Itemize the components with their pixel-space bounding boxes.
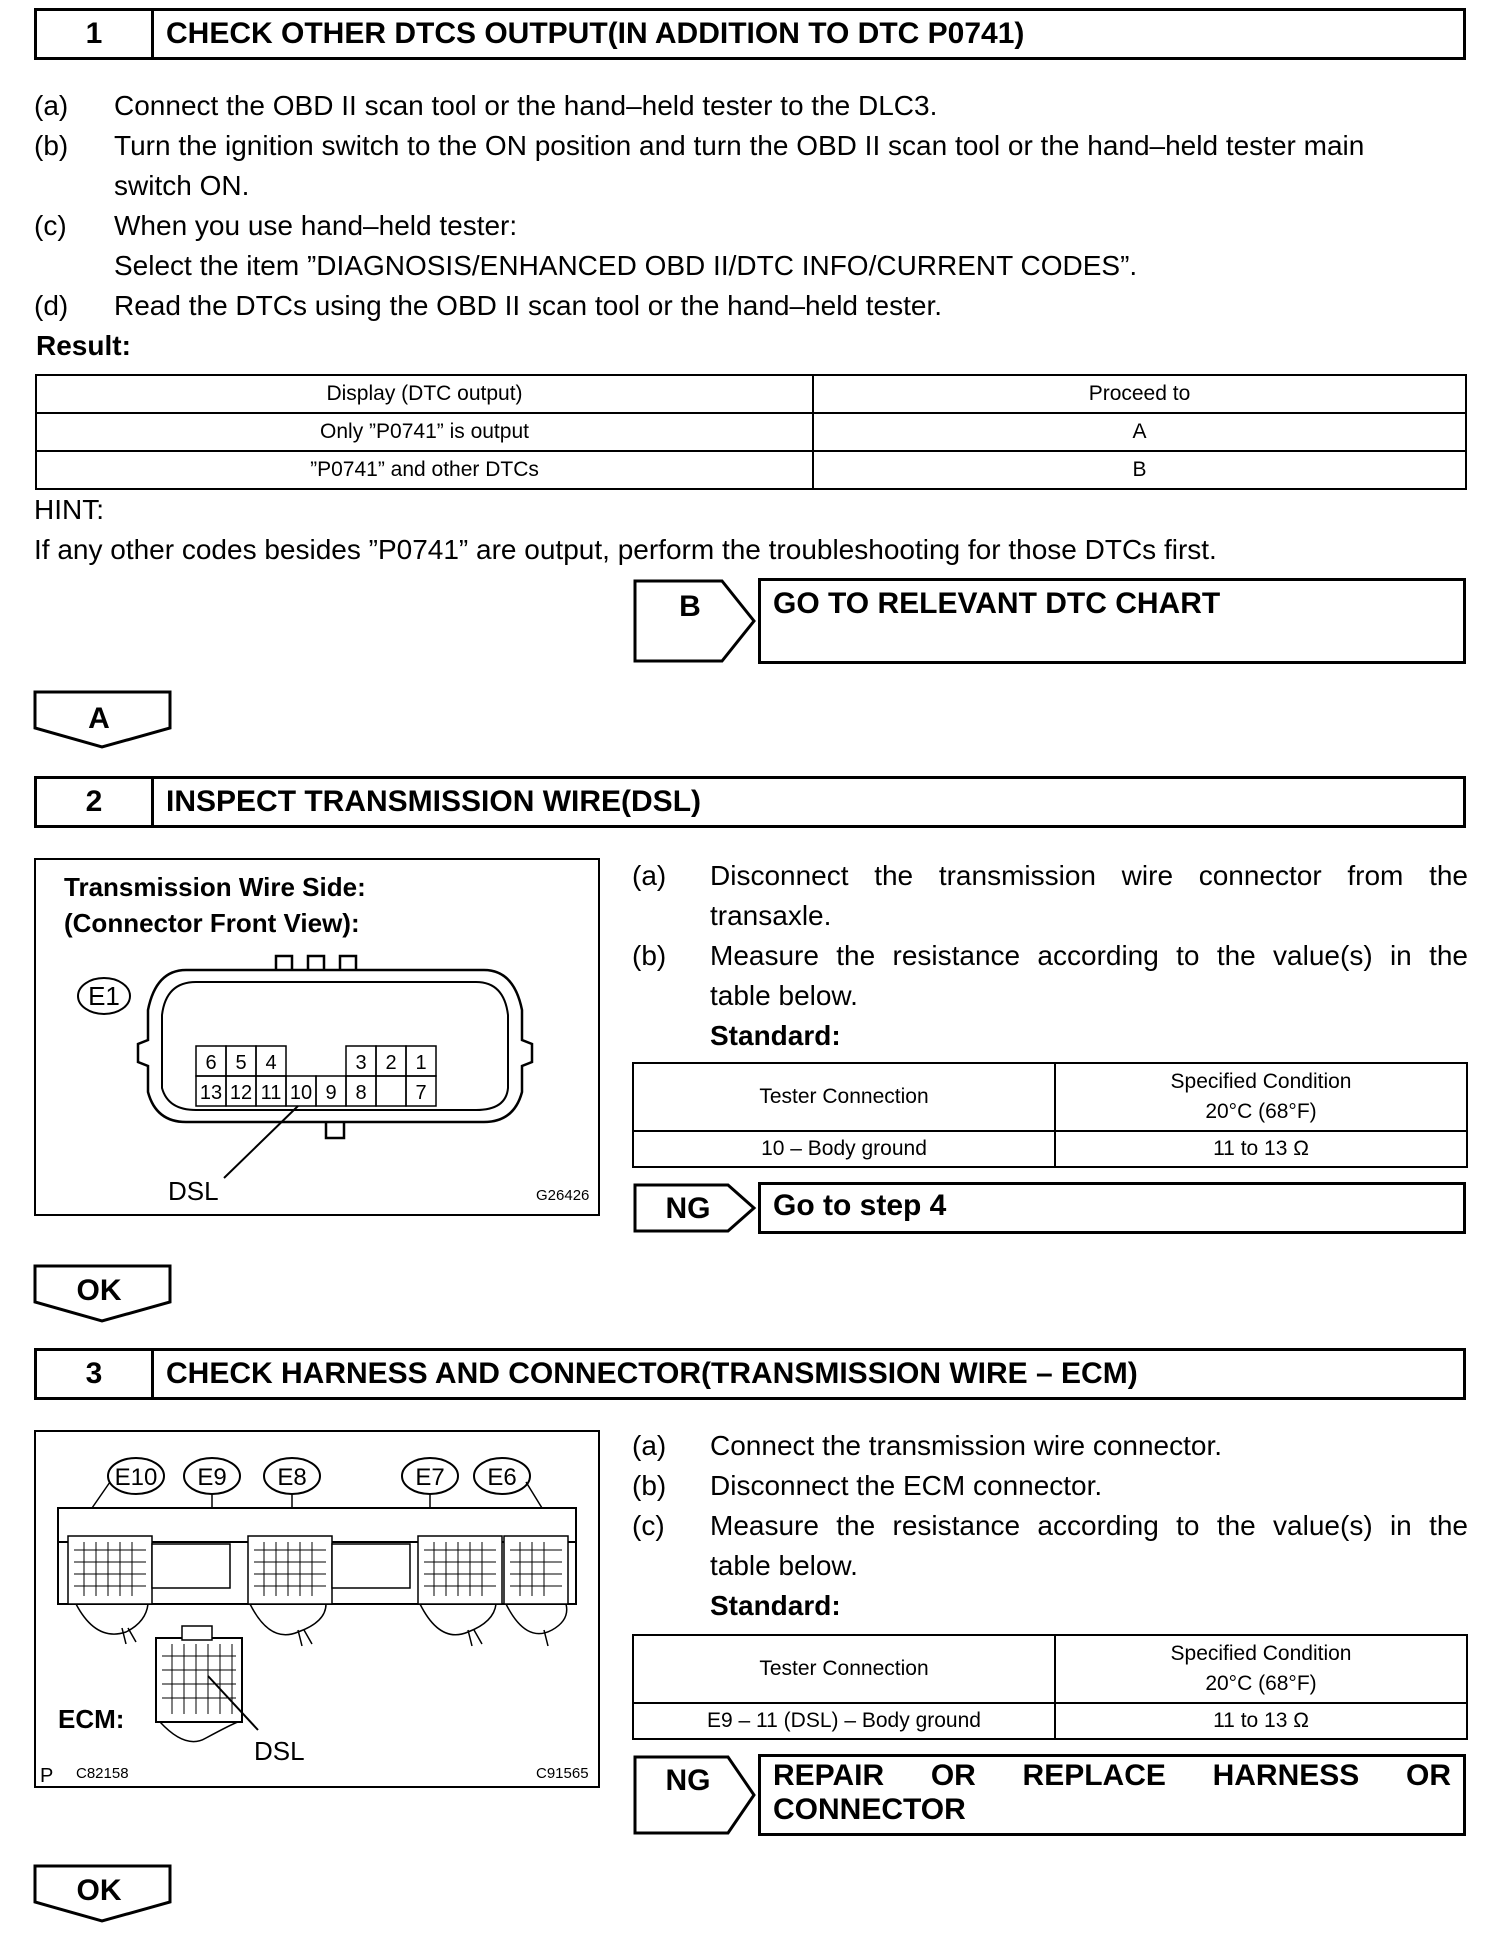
table-header: Tester Connection bbox=[633, 1635, 1055, 1703]
step-number: 3 bbox=[37, 1351, 154, 1397]
branch-ng-tag[interactable] bbox=[632, 1182, 758, 1234]
branch-ok-tag[interactable] bbox=[33, 1864, 173, 1924]
result-text: Go to step 4 bbox=[773, 1189, 947, 1222]
branch-ng-result[interactable] bbox=[758, 1182, 1466, 1234]
item-text-continued: switch ON. bbox=[114, 170, 250, 201]
table-cell: B bbox=[813, 451, 1466, 489]
hint-label: HINT: bbox=[34, 494, 104, 525]
hint-text: If any other codes besides ”P0741” are output, perform the troubleshooting for those DTCs first. bbox=[34, 534, 1217, 565]
result-label: Result: bbox=[36, 330, 131, 361]
item-text: Disconnect the transmission wire connector from the bbox=[710, 860, 1468, 891]
figure-code: C91565 bbox=[536, 1765, 589, 1782]
spec-table bbox=[632, 1634, 1468, 1740]
list-item bbox=[632, 1506, 1468, 1586]
item-text: Connect the transmission wire connector. bbox=[710, 1430, 1223, 1461]
list-item bbox=[632, 1426, 1468, 1466]
result-text-line: CONNECTOR bbox=[773, 1793, 966, 1826]
item-text: Measure the resistance according to the value(s) in the bbox=[710, 940, 1468, 971]
branch-tag-label: NG bbox=[665, 1192, 711, 1225]
branch-a-tag[interactable] bbox=[33, 690, 173, 750]
result-word: HARNESS bbox=[1212, 1759, 1360, 1792]
branch-tag-label: A bbox=[88, 702, 110, 735]
item-text-continued: table below. bbox=[710, 1550, 858, 1581]
item-label: (a) bbox=[34, 90, 69, 121]
branch-ng-result[interactable] bbox=[758, 1754, 1466, 1836]
ecm-figure bbox=[34, 1430, 600, 1788]
figure-code: G26426 bbox=[536, 1187, 590, 1204]
ecm-connector-label: E10 bbox=[114, 1464, 158, 1491]
table-cell: A bbox=[813, 413, 1466, 451]
result-text-line bbox=[773, 1759, 1451, 1793]
item-label: (b) bbox=[34, 130, 69, 161]
dsl-pointer-label: DSL bbox=[254, 1736, 305, 1766]
item-label: (a) bbox=[632, 860, 667, 891]
branch-b-tag[interactable] bbox=[632, 578, 758, 664]
result-text: GO TO RELEVANT DTC CHART bbox=[773, 587, 1221, 620]
figure-subtitle: (Connector Front View): bbox=[64, 908, 360, 938]
step-title: INSPECT TRANSMISSION WIRE(DSL) bbox=[166, 785, 702, 818]
item-label: (a) bbox=[632, 1430, 667, 1461]
branch-tag-label: OK bbox=[76, 1874, 122, 1907]
pin-label: 5 bbox=[235, 1052, 247, 1074]
pin-label: 7 bbox=[415, 1082, 427, 1104]
table-cell: Only ”P0741” is output bbox=[36, 413, 813, 451]
table-cell: 11 to 13 Ω bbox=[1055, 1131, 1467, 1167]
item-text: Disconnect the ECM connector. bbox=[710, 1470, 1103, 1501]
table-cell: 10 – Body ground bbox=[633, 1131, 1055, 1167]
step-2-header bbox=[34, 776, 1466, 828]
item-label: (c) bbox=[632, 1510, 665, 1541]
step-number: 1 bbox=[37, 11, 154, 57]
figure-code: C82158 bbox=[76, 1765, 129, 1782]
result-table bbox=[35, 374, 1467, 490]
connector-figure bbox=[34, 858, 600, 1216]
ecm-connector-label: E6 bbox=[487, 1464, 517, 1491]
ecm-connector-label: E7 bbox=[415, 1464, 445, 1491]
result-word: OR bbox=[930, 1759, 976, 1792]
standard-label: Standard: bbox=[710, 1020, 841, 1051]
pin-label: 1 bbox=[415, 1052, 427, 1074]
pin-label: 9 bbox=[325, 1082, 337, 1104]
pin-label: 4 bbox=[265, 1052, 277, 1074]
branch-ok-tag[interactable] bbox=[33, 1264, 173, 1324]
standard-label: Standard: bbox=[710, 1590, 841, 1621]
figure-title: Transmission Wire Side: bbox=[64, 872, 366, 902]
item-text: When you use hand–held tester: bbox=[114, 210, 518, 241]
list-item bbox=[632, 856, 1468, 936]
ecm-connector-label: E8 bbox=[277, 1464, 307, 1491]
table-header: Display (DTC output) bbox=[36, 375, 813, 413]
item-label: (b) bbox=[632, 940, 667, 971]
branch-tag-label: NG bbox=[665, 1764, 711, 1797]
pin-label: 8 bbox=[355, 1082, 367, 1104]
table-header bbox=[1055, 1635, 1467, 1703]
result-word: REPLACE bbox=[1022, 1759, 1166, 1792]
pin-label: 13 bbox=[199, 1082, 223, 1104]
connector-id-label: E1 bbox=[88, 981, 120, 1011]
pin-label: 2 bbox=[385, 1052, 397, 1074]
item-text: Measure the resistance according to the value(s) in the bbox=[710, 1510, 1468, 1541]
result-word: REPAIR bbox=[773, 1759, 885, 1792]
table-header: Proceed to bbox=[813, 375, 1466, 413]
table-header: Tester Connection bbox=[633, 1063, 1055, 1131]
pin-label: 12 bbox=[229, 1082, 253, 1104]
figure-code-prefix: P bbox=[40, 1765, 54, 1786]
item-text-continued: table below. bbox=[710, 980, 858, 1011]
ecm-drawing bbox=[36, 1432, 598, 1786]
spec-table bbox=[632, 1062, 1468, 1168]
table-cell: E9 – 11 (DSL) – Body ground bbox=[633, 1703, 1055, 1739]
dsl-pointer-line bbox=[224, 1106, 298, 1178]
item-text-continued: transaxle. bbox=[710, 900, 832, 931]
step-title: CHECK OTHER DTCS OUTPUT(IN ADDITION TO DTC P0741) bbox=[166, 17, 1025, 50]
pin-label: 10 bbox=[289, 1082, 313, 1104]
dsl-pointer-label: DSL bbox=[168, 1176, 219, 1206]
table-header bbox=[1055, 1063, 1467, 1131]
branch-b-result[interactable] bbox=[758, 578, 1466, 664]
spec-header-line: 20°C (68°F) bbox=[1205, 1100, 1317, 1123]
spec-header-line: 20°C (68°F) bbox=[1205, 1672, 1317, 1695]
step-title: CHECK HARNESS AND CONNECTOR(TRANSMISSION WIRE – ECM) bbox=[166, 1357, 1138, 1390]
table-cell: 11 to 13 Ω bbox=[1055, 1703, 1467, 1739]
item-text-continued: Select the item ”DIAGNOSIS/ENHANCED OBD II/DTC INFO/CURRENT CODES”. bbox=[114, 250, 1138, 281]
spec-header-line: Specified Condition bbox=[1170, 1070, 1352, 1093]
item-label: (d) bbox=[34, 290, 69, 321]
pin-label: 3 bbox=[355, 1052, 367, 1074]
pin-label: 6 bbox=[205, 1052, 217, 1074]
table-cell: ”P0741” and other DTCs bbox=[36, 451, 813, 489]
item-text: Connect the OBD II scan tool or the hand–held tester to the DLC3. bbox=[114, 90, 938, 121]
step-3-header bbox=[34, 1348, 1466, 1400]
step-1-header bbox=[34, 8, 1466, 60]
item-text: Read the DTCs using the OBD II scan tool or the hand–held tester. bbox=[114, 290, 943, 321]
result-word: OR bbox=[1406, 1759, 1451, 1792]
ecm-connector-label: E9 bbox=[197, 1464, 227, 1491]
item-label: (b) bbox=[632, 1470, 667, 1501]
list-item bbox=[632, 1466, 1468, 1506]
connector-drawing bbox=[36, 860, 598, 1214]
branch-tag-label: OK bbox=[76, 1274, 122, 1307]
branch-ng-tag[interactable] bbox=[632, 1754, 758, 1836]
spec-header-line: Specified Condition bbox=[1170, 1642, 1352, 1665]
ecm-label: ECM: bbox=[58, 1704, 125, 1734]
item-label: (c) bbox=[34, 210, 67, 241]
branch-tag-label: B bbox=[679, 590, 701, 623]
step-number: 2 bbox=[37, 779, 154, 825]
list-item bbox=[632, 936, 1468, 1016]
item-text: Turn the ignition switch to the ON position and turn the OBD II scan tool or the hand–held tester main bbox=[114, 130, 1365, 161]
pin-label: 11 bbox=[260, 1082, 282, 1104]
